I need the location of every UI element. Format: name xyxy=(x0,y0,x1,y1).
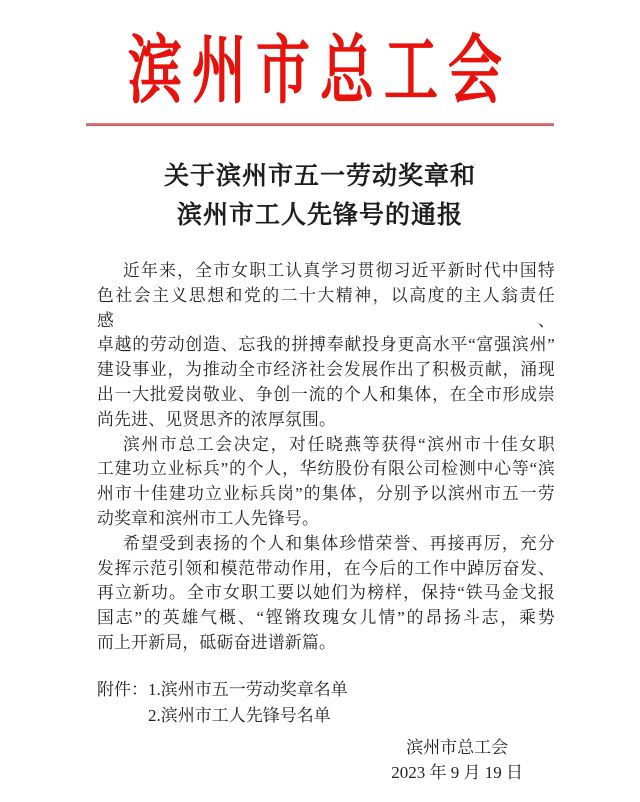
body-line: 动奖章和滨州市工人先锋号。 xyxy=(97,508,320,528)
document-page xyxy=(0,30,640,802)
body-line: 再立新功。全市女职工要以她们为榜样，保持“铁马金戈报 xyxy=(97,583,555,603)
attachment-item: 1.滨州市五一劳动奖章名单 xyxy=(148,679,348,699)
document-body xyxy=(97,259,555,786)
body-line: 尚先进、见贤思齐的浓厚氛围。 xyxy=(97,409,337,429)
body-line: 卓越的劳动创造、忘我的拼搏奉献投身更高水平“富强滨州” xyxy=(97,335,555,355)
paragraph xyxy=(97,433,555,532)
body-line: 色社会主义思想和党的二十大精神，以高度的主人翁责任感、 xyxy=(97,285,555,330)
document-title xyxy=(0,157,640,235)
body-line: 希望受到表扬的个人和集体珍惜荣誉、再接再厉，充分 xyxy=(123,533,555,553)
document-title-line-1: 关于滨州市五一劳动奖章和 xyxy=(163,163,476,190)
paragraph xyxy=(97,532,555,656)
body-line: 建设事业，为推动全市经济社会发展作出了积极贡献，涌现 xyxy=(97,360,555,380)
paragraph xyxy=(97,259,555,433)
signoff-block xyxy=(391,735,523,786)
document-title-line-2: 滨州市工人先锋号的通报 xyxy=(176,202,463,229)
letterhead-org-name: 滨州市总工会 xyxy=(128,29,512,113)
body-line: 国志”的英雄气概、“铿锵玫瑰女儿情”的昂扬斗志，乘势 xyxy=(97,608,555,628)
body-line: 而上开新局，砥砺奋进谱新篇。 xyxy=(97,632,337,652)
body-line: 出一大批爱岗敬业、争创一流的个人和集体，在全市形成崇 xyxy=(97,384,555,404)
body-line: 滨州市总工会决定，对任晓燕等获得“滨州市十佳女职 xyxy=(123,434,555,454)
attachment-list xyxy=(97,677,555,730)
body-line: 近年来，全市女职工认真学习贯彻习近平新时代中国特 xyxy=(123,261,555,280)
signer-name: 滨州市总工会 xyxy=(406,737,509,757)
body-line: 工建功立业标兵”的个人，华纺股份有限公司检测中心等“滨 xyxy=(97,459,555,479)
body-line: 州市十佳建功立业标兵岗”的集体，分别予以滨州市五一劳 xyxy=(97,484,555,504)
attachment-items xyxy=(148,677,348,730)
attachment-label: 附件： xyxy=(97,679,148,699)
issue-date: 2023 年 9 月 19 日 xyxy=(391,763,523,783)
body-line: 发挥示范引领和模范带动作用，在今后的工作中踔厉奋发、 xyxy=(97,558,555,578)
attachment-item: 2.滨州市工人先锋号名单 xyxy=(148,706,331,726)
